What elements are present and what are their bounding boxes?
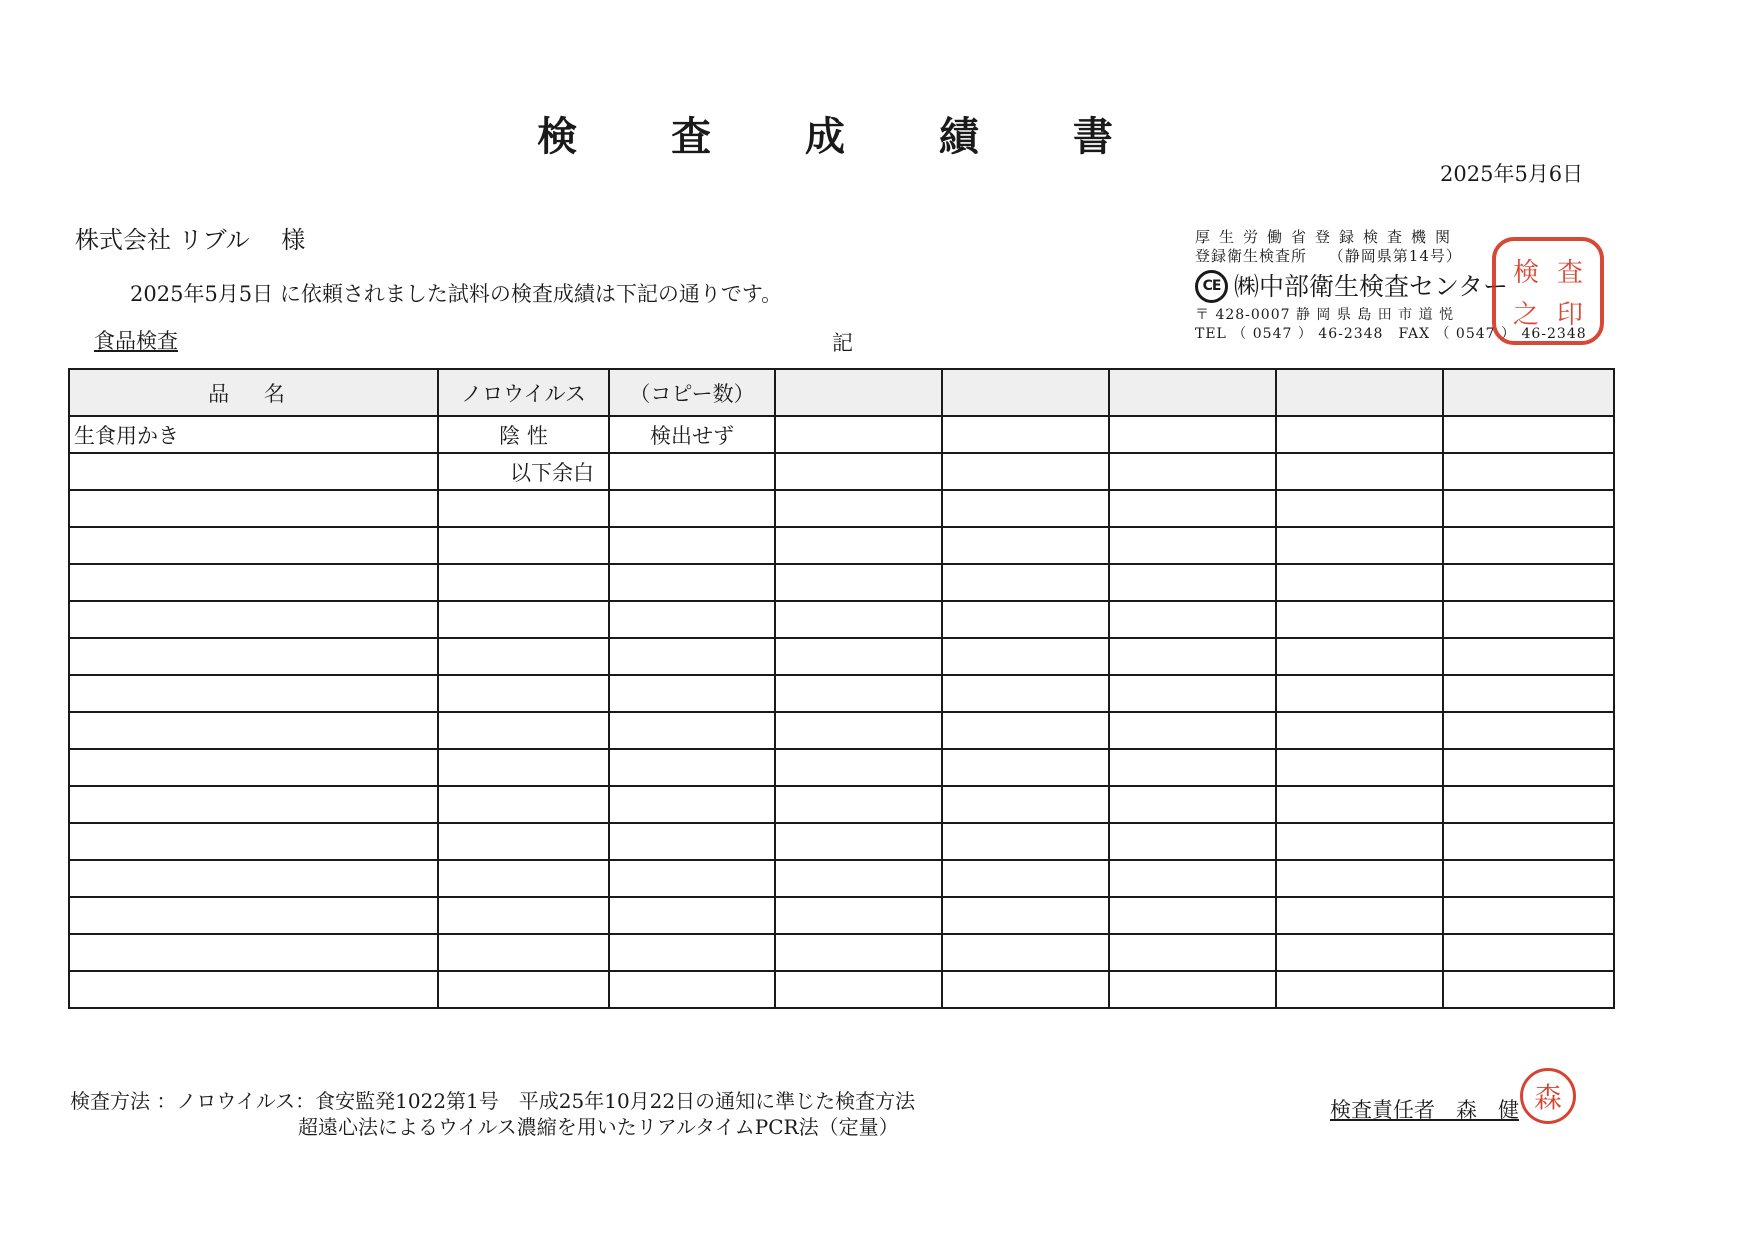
table-cell — [1109, 897, 1276, 934]
table-cell — [1443, 490, 1614, 527]
table-cell — [1276, 453, 1443, 490]
table-cell — [69, 638, 438, 675]
table-cell — [609, 934, 775, 971]
table-cell — [775, 638, 942, 675]
table-cell — [1443, 934, 1614, 971]
table-cell — [69, 786, 438, 823]
table-cell — [609, 897, 775, 934]
table-cell — [942, 601, 1109, 638]
table-cell — [775, 490, 942, 527]
table-cell — [942, 860, 1109, 897]
table-cell — [1443, 749, 1614, 786]
table-cell — [775, 601, 942, 638]
table-cell — [438, 897, 609, 934]
header-empty — [942, 369, 1109, 416]
table-cell — [1443, 712, 1614, 749]
table-cell — [609, 453, 775, 490]
results-table — [68, 368, 1615, 1009]
table-cell — [69, 934, 438, 971]
table-cell — [942, 971, 1109, 1008]
table-cell — [1109, 971, 1276, 1008]
company-seal-stamp — [1492, 237, 1604, 345]
table-cell — [1109, 527, 1276, 564]
lab-registration: 厚生労働省登録検査機関 — [1195, 228, 1460, 246]
table-cell — [438, 971, 609, 1008]
table-cell — [942, 675, 1109, 712]
table-cell — [1443, 638, 1614, 675]
table-row — [69, 490, 1614, 527]
table-cell — [1109, 823, 1276, 860]
table-cell — [438, 934, 609, 971]
table-row — [69, 860, 1614, 897]
table-row — [69, 453, 1614, 490]
table-cell — [1109, 601, 1276, 638]
header-empty — [1443, 369, 1614, 416]
table-cell — [775, 453, 942, 490]
table-cell — [438, 564, 609, 601]
table-cell — [1443, 601, 1614, 638]
seal-char: 之 — [1512, 299, 1539, 330]
table-cell — [69, 601, 438, 638]
table-cell — [438, 490, 609, 527]
lab-registration-number: 登録衛生検査所 （静岡県第14号） — [1195, 247, 1462, 265]
seal-char: 検 — [1512, 257, 1539, 288]
table-cell — [1109, 564, 1276, 601]
table-cell — [942, 823, 1109, 860]
table-cell: 検出せず — [609, 416, 775, 453]
table-cell — [1109, 934, 1276, 971]
record-mark: 記 — [832, 331, 853, 355]
lab-phone: TEL （ 0547 ） 46-2348 FAX （ 0547 ） 46-2348 — [1195, 326, 1587, 342]
table-cell — [1109, 416, 1276, 453]
table-cell — [1109, 749, 1276, 786]
table-cell — [438, 786, 609, 823]
table-cell — [1109, 490, 1276, 527]
table-cell — [1109, 786, 1276, 823]
table-cell — [609, 527, 775, 564]
table-cell — [609, 564, 775, 601]
table-cell — [1443, 564, 1614, 601]
table-cell — [1276, 971, 1443, 1008]
test-method — [70, 1088, 915, 1140]
lab-logo-icon: CE — [1195, 270, 1228, 303]
table-cell — [69, 675, 438, 712]
table-cell — [69, 897, 438, 934]
table-cell — [438, 823, 609, 860]
lab-name: ㈱中部衛生検査センター — [1234, 272, 1509, 301]
table-cell — [775, 712, 942, 749]
table-cell — [942, 416, 1109, 453]
table-cell — [609, 749, 775, 786]
table-cell — [438, 675, 609, 712]
table-cell — [1443, 416, 1614, 453]
table-cell — [1276, 490, 1443, 527]
table-cell — [1276, 527, 1443, 564]
table-cell — [942, 897, 1109, 934]
table-cell — [609, 786, 775, 823]
header-empty — [775, 369, 942, 416]
table-cell — [775, 934, 942, 971]
table-cell — [438, 601, 609, 638]
table-cell — [69, 490, 438, 527]
table-cell — [609, 490, 775, 527]
lab-address: 〒 428-0007 静 岡 県 島 田 市 道 悦 — [1195, 307, 1455, 323]
table-cell — [1276, 675, 1443, 712]
header-empty — [1276, 369, 1443, 416]
table-cell — [775, 860, 942, 897]
table-row — [69, 749, 1614, 786]
table-row — [69, 971, 1614, 1008]
table-cell — [775, 675, 942, 712]
table-cell — [438, 712, 609, 749]
table-cell — [1443, 860, 1614, 897]
table-cell — [942, 564, 1109, 601]
table-cell — [775, 823, 942, 860]
table-cell — [775, 786, 942, 823]
table-cell — [609, 971, 775, 1008]
table-cell — [1276, 786, 1443, 823]
table-cell — [1276, 860, 1443, 897]
table-header-row — [69, 369, 1614, 416]
issue-date: 2025年5月6日 — [1440, 162, 1584, 186]
method-line-2: 超遠心法によるウイルス濃縮を用いたリアルタイムPCR法（定量） — [298, 1115, 899, 1139]
table-cell — [609, 601, 775, 638]
table-cell — [942, 527, 1109, 564]
table-row — [69, 601, 1614, 638]
table-row — [69, 638, 1614, 675]
table-cell — [1276, 934, 1443, 971]
table-cell: 生食用かき — [69, 416, 438, 453]
table-cell — [1109, 712, 1276, 749]
table-cell — [609, 823, 775, 860]
inspection-category: 食品検査 — [94, 329, 178, 353]
table-cell — [942, 749, 1109, 786]
table-cell — [1276, 601, 1443, 638]
table-cell — [1109, 638, 1276, 675]
document-title: 検 査 成 績 書 — [537, 113, 1153, 160]
table-cell — [69, 712, 438, 749]
table-row — [69, 712, 1614, 749]
table-cell — [775, 527, 942, 564]
table-cell — [1276, 638, 1443, 675]
table-cell — [775, 971, 942, 1008]
table-cell: 陰 性 — [438, 416, 609, 453]
table-cell — [1276, 416, 1443, 453]
header-item-name: 品 名 — [69, 369, 438, 416]
table-cell — [1276, 749, 1443, 786]
table-row — [69, 823, 1614, 860]
table-cell — [1109, 860, 1276, 897]
inspector-signature: 検査責任者 森 健 — [1330, 1098, 1519, 1122]
table-cell — [1276, 564, 1443, 601]
table-cell — [942, 712, 1109, 749]
table-cell — [69, 860, 438, 897]
table-cell — [1443, 527, 1614, 564]
header-empty — [1109, 369, 1276, 416]
header-copy-count: （コピー数） — [609, 369, 775, 416]
table-row — [69, 675, 1614, 712]
addressee: 株式会社 リブル 様 — [75, 226, 306, 254]
table-cell — [1276, 712, 1443, 749]
table-cell — [1443, 971, 1614, 1008]
table-cell — [438, 527, 609, 564]
table-cell — [1443, 786, 1614, 823]
table-cell — [69, 564, 438, 601]
table-row — [69, 416, 1614, 453]
table-cell — [1276, 897, 1443, 934]
table-cell — [1443, 453, 1614, 490]
table-cell — [775, 749, 942, 786]
table-cell — [69, 971, 438, 1008]
table-cell — [942, 490, 1109, 527]
table-cell — [609, 860, 775, 897]
table-cell — [942, 453, 1109, 490]
table-cell — [609, 712, 775, 749]
table-cell — [438, 638, 609, 675]
table-cell: 以下余白 — [438, 453, 609, 490]
table-cell — [942, 934, 1109, 971]
table-cell — [1109, 675, 1276, 712]
header-norovirus: ノロウイルス — [438, 369, 609, 416]
table-row — [69, 564, 1614, 601]
table-cell — [775, 897, 942, 934]
table-cell — [1443, 897, 1614, 934]
seal-char: 査 — [1556, 257, 1583, 288]
table-cell — [942, 786, 1109, 823]
table-row — [69, 527, 1614, 564]
table-cell — [1109, 453, 1276, 490]
table-cell — [609, 675, 775, 712]
table-cell — [1276, 823, 1443, 860]
table-cell — [69, 453, 438, 490]
table-row — [69, 897, 1614, 934]
table-cell — [69, 823, 438, 860]
method-line-1: 検査方法 ：ノロウイルス：食安監発1022第1号 平成25年10月22日の通知に準じた検査方法 — [70, 1089, 916, 1113]
table-row — [69, 786, 1614, 823]
seal-char: 印 — [1556, 299, 1583, 330]
table-cell — [609, 638, 775, 675]
table-cell — [69, 527, 438, 564]
table-row — [69, 934, 1614, 971]
table-cell — [69, 749, 438, 786]
table-cell — [438, 749, 609, 786]
inspector-seal-stamp: 森 — [1520, 1068, 1576, 1124]
table-cell — [1443, 675, 1614, 712]
intro-text: 2025年5月5日 に依頼されました試料の検査成績は下記の通りです。 — [130, 282, 783, 306]
table-cell — [438, 860, 609, 897]
table-cell — [775, 416, 942, 453]
table-cell — [775, 564, 942, 601]
table-cell — [1443, 823, 1614, 860]
table-cell — [942, 638, 1109, 675]
